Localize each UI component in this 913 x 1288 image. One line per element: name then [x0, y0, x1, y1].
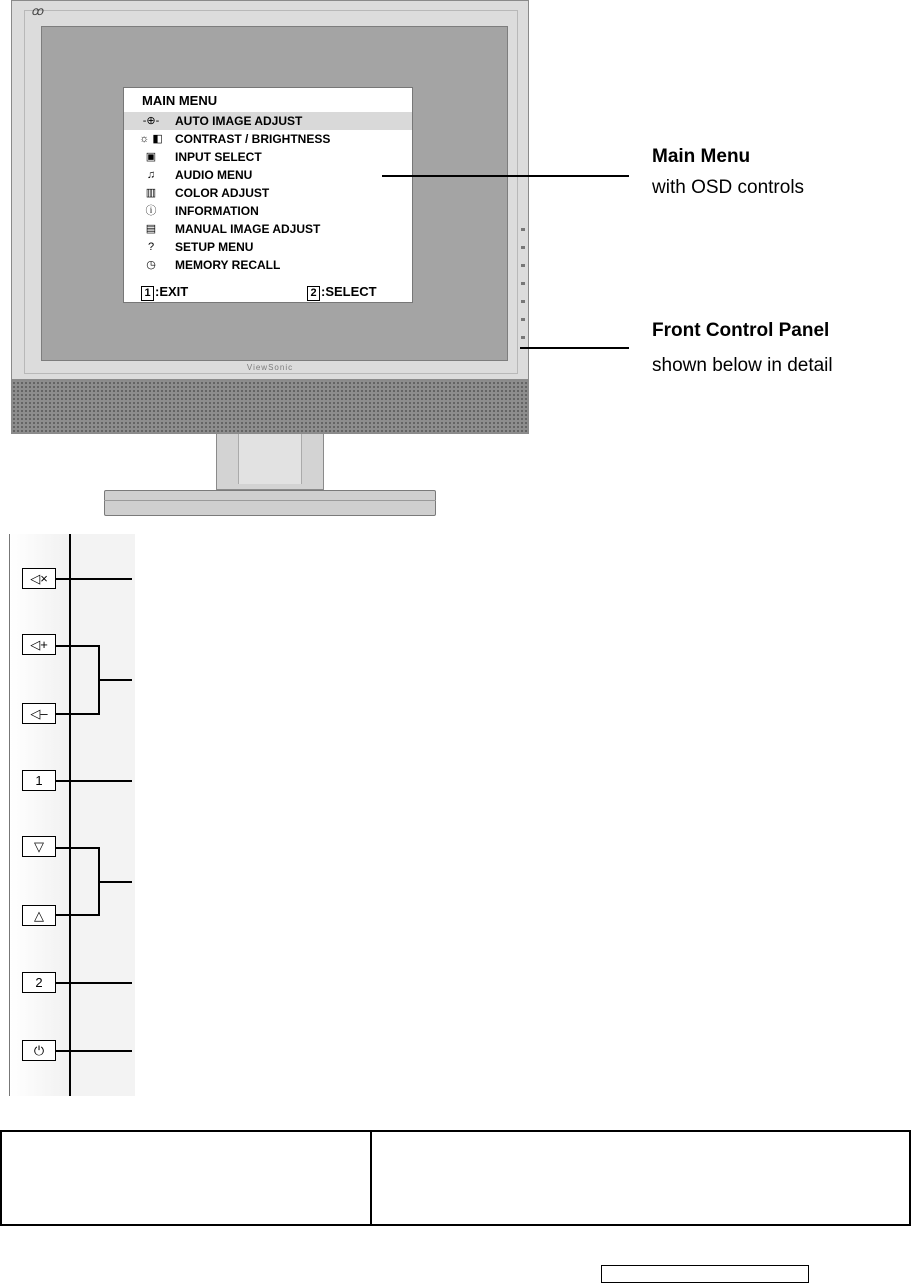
side-button-strip: [519, 220, 527, 350]
osd-item-auto-image-adjust[interactable]: [124, 112, 412, 130]
audio-icon: ♫: [146, 169, 156, 181]
vol-up-tick: [56, 645, 100, 647]
osd-menu-title: MAIN MENU: [142, 93, 218, 108]
front-panel-leader-line: [520, 347, 629, 349]
button-1[interactable]: 1: [22, 770, 56, 791]
front-panel-callout-subtitle: shown below in detail: [652, 355, 833, 376]
button-1-leader-line: [56, 780, 132, 782]
control-panel-shadow: [71, 534, 135, 1096]
contrast-brightness-icon: ☼ ◧: [139, 133, 163, 145]
osd-item-label: AUTO IMAGE ADJUST: [175, 114, 303, 128]
color-adjust-icon: ▥: [145, 187, 157, 199]
osd-item-label: SETUP MENU: [175, 240, 254, 254]
osd-item-label: COLOR ADJUST: [175, 186, 270, 200]
auto-adjust-icon: -⊕-: [142, 115, 160, 127]
osd-main-menu: [123, 87, 413, 303]
osd-item-label: MEMORY RECALL: [175, 258, 281, 272]
osd-item-manual-image-adjust[interactable]: [124, 220, 412, 238]
osd-menu-list: [124, 112, 412, 274]
front-panel-callout-title: Front Control Panel: [652, 320, 830, 341]
question-mark-icon: ?: [147, 241, 155, 253]
osd-exit-hint: [141, 284, 188, 301]
table-column-divider: [370, 1130, 372, 1226]
up-arrow-button[interactable]: △: [22, 905, 56, 926]
memory-recall-icon: ◷: [146, 259, 156, 271]
osd-item-label: AUDIO MENU: [175, 168, 253, 182]
vol-down-tick: [56, 713, 100, 715]
power-leader-line: [56, 1050, 132, 1052]
main-menu-callout-subtitle: with OSD controls: [652, 177, 805, 198]
brand-label: ViewSonic: [246, 363, 294, 372]
osd-item-information[interactable]: [124, 202, 412, 220]
monitor-stand-base-line: [104, 500, 436, 501]
front-control-panel: [9, 534, 71, 1096]
key-1-box: 1: [141, 286, 154, 301]
osd-item-memory-recall[interactable]: [124, 256, 412, 274]
volume-leader-line: [99, 679, 132, 681]
power-button[interactable]: ⏻: [22, 1040, 56, 1061]
up-tick: [56, 914, 100, 916]
table-left-edge: [0, 1130, 2, 1226]
empty-text-box: [601, 1265, 809, 1283]
monitor-stand-neck-inner: [238, 434, 302, 484]
select-label: :SELECT: [321, 284, 377, 299]
arrow-leader-line: [99, 881, 132, 883]
osd-item-setup-menu[interactable]: [124, 238, 412, 256]
down-tick: [56, 847, 100, 849]
main-menu-callout-title: Main Menu: [652, 146, 751, 167]
osd-item-label: MANUAL IMAGE ADJUST: [175, 222, 321, 236]
osd-item-label: INFORMATION: [175, 204, 259, 218]
osd-item-color-adjust[interactable]: [124, 184, 412, 202]
volume-up-button[interactable]: ◁+: [22, 634, 56, 655]
mute-button[interactable]: ◁×: [22, 568, 56, 589]
monitor-stand-base: [104, 490, 436, 516]
mute-leader-line: [56, 578, 132, 580]
exit-label: :EXIT: [155, 284, 189, 299]
main-menu-leader-line: [382, 175, 629, 177]
osd-item-audio-menu[interactable]: [124, 166, 412, 184]
manual-image-adjust-icon: ▤: [145, 223, 157, 235]
description-table: [0, 1130, 911, 1226]
osd-select-hint: [307, 284, 377, 301]
button-2-leader-line: [56, 982, 132, 984]
osd-footer: [124, 282, 412, 302]
osd-item-contrast-brightness[interactable]: [124, 130, 412, 148]
input-select-icon: ▣: [145, 151, 157, 163]
osd-item-label: CONTRAST / BRIGHTNESS: [175, 132, 331, 146]
down-arrow-button[interactable]: ▽: [22, 836, 56, 857]
key-2-box: 2: [307, 286, 320, 301]
button-2[interactable]: 2: [22, 972, 56, 993]
osd-item-label: INPUT SELECT: [175, 150, 262, 164]
viewsonic-bird-logo-icon: ꝏ: [31, 4, 44, 18]
information-icon: ⓘ: [145, 205, 157, 217]
speaker-grille: [11, 380, 529, 434]
osd-item-input-select[interactable]: [124, 148, 412, 166]
volume-down-button[interactable]: ◁–: [22, 703, 56, 724]
